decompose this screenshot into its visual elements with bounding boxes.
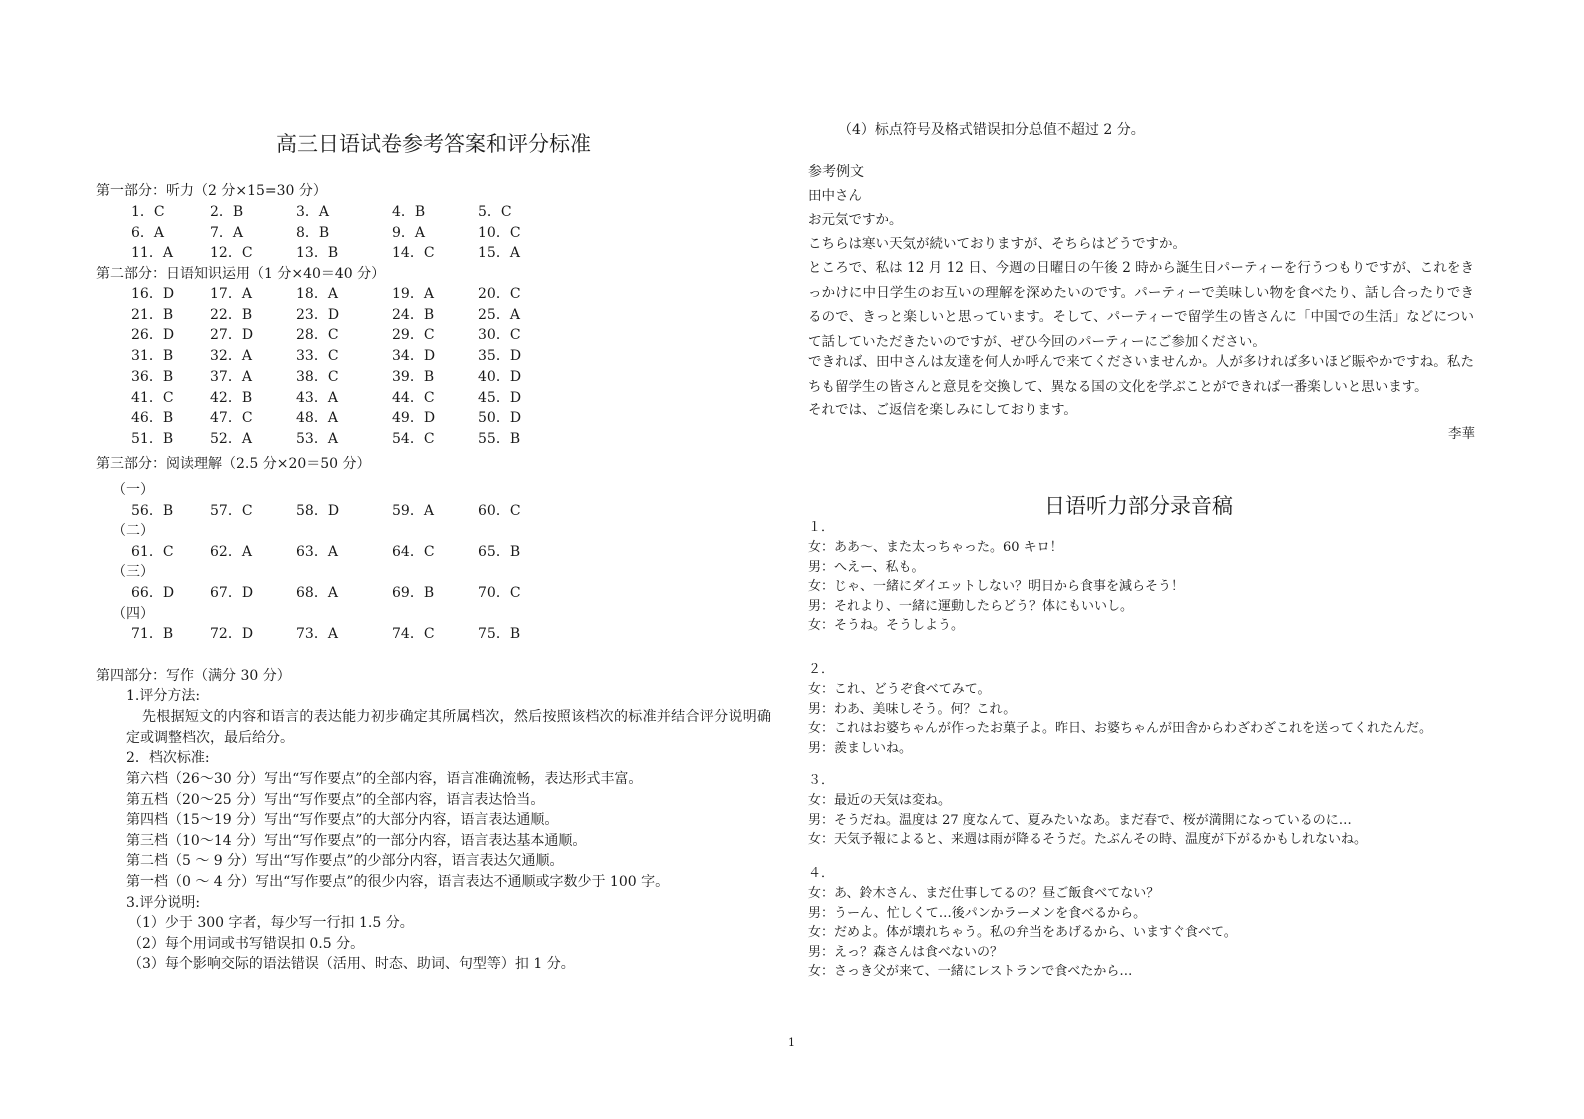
score-level: 第二档（5 ～ 9 分）写出“写作要点”的少部分内容，语言表达欠通顺。 (126, 853, 564, 870)
note-4: （4）标点符号及格式错误扣分总值不超过 2 分。 (838, 122, 1145, 138)
answer-item: 19．A (392, 286, 434, 302)
answer-item: 54．C (392, 430, 435, 447)
answer-item: 47．C (210, 410, 253, 427)
dialogue-line: 女：だめよ。体が壊れちゃう。私の弁当をあげるから、いますぐ食べて。 (808, 925, 1237, 940)
answer-item: 38．C (296, 368, 339, 385)
answer-item: 8．B (296, 224, 330, 241)
answer-item: 61．C (131, 543, 174, 560)
answer-item: 30．C (478, 327, 521, 344)
answer-item: 72．D (210, 626, 254, 643)
answer-item: 21．B (131, 306, 174, 323)
dialogue-line: 女：最近の天気は変ね。 (808, 793, 952, 808)
answer-item: 42．B (210, 389, 253, 406)
answer-item: 51．B (131, 430, 174, 447)
answer-item: 75．B (478, 626, 521, 643)
answer-item: 50．D (478, 410, 522, 427)
reading-group-label: （二） (112, 523, 154, 540)
answer-item: 73．A (296, 626, 338, 643)
dialogue-line: 女：ああ～、また太っちゃった。60 キロ！ (808, 540, 1063, 555)
answer-item: 53．A (296, 430, 338, 447)
answer-item: 55．B (478, 430, 521, 447)
dialogue-line: 男：へえー、私も。 (808, 559, 925, 575)
answer-item: 1．C (131, 204, 165, 220)
part1-heading: 第一部分：听力（2 分×15=30 分） (96, 183, 327, 199)
score-level: 第五档（20～25 分）写出“写作要点”的全部内容，语言表达恰当。 (126, 791, 545, 808)
answer-item: 63．A (296, 543, 338, 560)
answer-item: 66．D (131, 585, 175, 601)
example-heading: 参考例文 (808, 164, 864, 180)
answer-item: 35．D (478, 348, 522, 365)
answer-item: 32．A (210, 348, 252, 365)
dialogue-line: 女：さっき父が来て、一緒にレストランで食べたから… (808, 964, 1133, 979)
answer-item: 74．C (392, 626, 435, 643)
answer-item: 7．A (210, 224, 244, 241)
answer-item: 9．A (392, 224, 426, 241)
letter-line1: こちらは寒い天気が続いておりますが、そちらはどうですか。 (808, 236, 1186, 252)
answer-item: 3．A (296, 204, 330, 220)
dialogue-line: 女：天気予報によると、来週は雨が降るそうだ。たぶんその時、温度が下がるかもしれないね。 (808, 832, 1368, 847)
dialogue-line: 女：あ、鈴木さん、まだ仕事してるの？昼ご飯食べてない？ (808, 886, 1160, 901)
answer-item: 40．D (478, 368, 522, 385)
answer-item: 39．B (392, 368, 435, 385)
answer-item: 69．B (392, 585, 435, 601)
scoring-method-text: 先根据短文的内容和语言的表达能力初步确定其所属档次，然后按照该档次的标准并结合评分说明确定或调整档次，最后给分。 (126, 709, 771, 746)
notes-heading: 3.评分说明: (126, 895, 201, 911)
answer-item: 13．B (296, 245, 339, 262)
answer-item: 49．D (392, 410, 436, 427)
scoring-note: （1）少于 300 字者，每少写一行扣 1.5 分。 (128, 915, 414, 931)
answer-item: 41．C (131, 389, 174, 406)
answer-item: 29．C (392, 327, 435, 344)
answer-item: 45．D (478, 389, 522, 406)
answer-item: 27．D (210, 327, 254, 344)
answer-item: 2．B (210, 204, 244, 220)
answer-item: 14．C (392, 245, 435, 262)
answer-item: 17．A (210, 286, 252, 302)
answer-item: 48．A (296, 410, 338, 427)
answer-item: 46．B (131, 410, 174, 427)
letter-closing: それでは、ご返信を楽しみにしております。 (808, 402, 1077, 418)
dialogue-line: 男：うーん、忙しくて…後パンかラーメンを食べるから。 (808, 905, 1147, 921)
scoring-note: （3）每个影响交际的语法错误（活用、时态、助词、句型等）扣 1 分。 (128, 956, 575, 973)
dialogue-number: ２． (808, 662, 835, 677)
answer-item: 11．A (131, 245, 173, 262)
part2-heading: 第二部分：日语知识运用（1 分×40＝40 分） (96, 266, 386, 282)
document-title: 高三日语试卷参考答案和评分标准 (276, 132, 591, 156)
answer-item: 62．A (210, 543, 252, 560)
answer-item: 68．A (296, 585, 338, 601)
answer-item: 71．B (131, 626, 174, 643)
answer-item: 64．C (392, 543, 435, 560)
answer-item: 4．B (392, 204, 426, 220)
reading-group-label: （三） (112, 564, 154, 581)
reading-group-label: （四） (112, 605, 154, 622)
dialogue-line: 男：わあ、美味しそう。何？これ。 (808, 701, 1017, 717)
dialogue-line: 女：そうね。そうしよう。 (808, 618, 965, 633)
dialogue-number: ４． (808, 866, 835, 881)
answer-item: 57．C (210, 502, 253, 519)
answer-item: 52．A (210, 430, 252, 447)
answer-item: 25．A (478, 306, 520, 323)
answer-item: 58．D (296, 502, 340, 519)
letter-paragraph-1: ところで、私は 12 月 12 日、今週の日曜日の午後 2 時から誕生日パーティーを行うつもりですが、これをきっかけに中日学生のお互いの理解を深めたいのです。パーティーで美味しい物を食べたり、話し合ったりできるので、きっと楽しいと思っています。そして、パーティーで留学生の皆さんに「中国での生活」などについて話していただきたいのですが、ぜひ今回のパーティーにご参加ください。 (808, 260, 1474, 350)
answer-item: 26．D (131, 327, 175, 344)
dialogue-line: 男：羨ましいね。 (808, 740, 913, 756)
letter-paragraph-2: できれば、田中さんは友達を何人か呼んで来てくださいませんか。人が多ければ多いほど賑やかですね。私たちも留学生の皆さんと意見を交換して、異なる国の文化を学ぶことができれば一番楽しいと思います。 (808, 354, 1474, 395)
letter-signature: 李華 (1448, 426, 1475, 442)
score-level: 第四档（15～19 分）写出“写作要点”的大部分内容，语言表达通顺。 (126, 812, 559, 829)
letter-greeting: お元気ですか。 (808, 212, 903, 228)
answer-item: 65．B (478, 543, 521, 560)
answer-item: 60．C (478, 502, 521, 519)
answer-item: 59．A (392, 502, 434, 519)
score-level: 第三档（10～14 分）写出“写作要点”的一部分内容，语言表达基本通顺。 (126, 832, 587, 849)
dialogue-line: 女：じゃ、一緒にダイエットしない？明日から食事を減らそう！ (808, 579, 1184, 594)
letter-addressee: 田中さん (808, 188, 862, 204)
scoring-method-heading: 1.评分方法: (126, 688, 201, 704)
answer-item: 12．C (210, 245, 253, 262)
part3-heading: 第三部分：阅读理解（2.5 分×20＝50 分） (96, 456, 371, 472)
answer-item: 24．B (392, 306, 435, 323)
answer-item: 70．C (478, 585, 521, 601)
answer-item: 67．D (210, 585, 254, 601)
transcript-title: 日语听力部分录音稿 (1044, 494, 1233, 518)
dialogue-line: 女：これはお婆ちゃんが作ったお菓子よ。昨日、お婆ちゃんが田舎からわざわざこれを送ってくれたんだ。 (808, 721, 1433, 736)
answer-item: 44．C (392, 389, 435, 406)
dialogue-line: 女：これ、どうぞ食べてみて。 (808, 682, 991, 697)
answer-item: 16．D (131, 286, 175, 302)
score-level: 第六档（26～30 分）写出“写作要点”的全部内容，语言准确流畅，表达形式丰富。 (126, 771, 643, 787)
dialogue-line: 男：そうだね。温度は 27 度なんて、夏みたいなあ。まだ春で、桜が満開になっているのに… (808, 812, 1352, 828)
answer-item: 28．C (296, 327, 339, 344)
page-number: 1 (788, 1036, 795, 1049)
answer-item: 43．A (296, 389, 338, 406)
answer-item: 22．B (210, 306, 253, 323)
levels-heading: 2．档次标准: (126, 750, 210, 766)
answer-item: 20．C (478, 286, 521, 302)
answer-item: 15．A (478, 245, 520, 262)
answer-item: 31．B (131, 348, 174, 365)
answer-item: 56．B (131, 502, 174, 519)
answer-item: 10．C (478, 224, 521, 241)
scoring-note: （2）每个用词或书写错误扣 0.5 分。 (128, 935, 365, 952)
dialogue-line: 男：それより、一緒に運動したらどう？体にもいいし。 (808, 598, 1134, 614)
answer-item: 18．A (296, 286, 338, 302)
dialogue-number: １． (808, 520, 835, 535)
score-level: 第一档（0 ～ 4 分）写出“写作要点”的很少内容，语言表达不通顺或字数少于 100 字。 (126, 874, 670, 890)
answer-item: 36．B (131, 368, 174, 385)
part4-heading: 第四部分：写作（满分 30 分） (96, 668, 291, 684)
answer-item: 23．D (296, 306, 340, 323)
answer-item: 34．D (392, 348, 436, 365)
answer-item: 6．A (131, 224, 165, 241)
answer-item: 37．A (210, 368, 252, 385)
dialogue-number: ３． (808, 773, 835, 788)
answer-item: 33．C (296, 348, 339, 365)
answer-item: 5．C (478, 204, 512, 220)
reading-group-label: （一） (112, 482, 154, 498)
dialogue-line: 男：えっ？森さんは食べないの？ (808, 944, 1004, 960)
